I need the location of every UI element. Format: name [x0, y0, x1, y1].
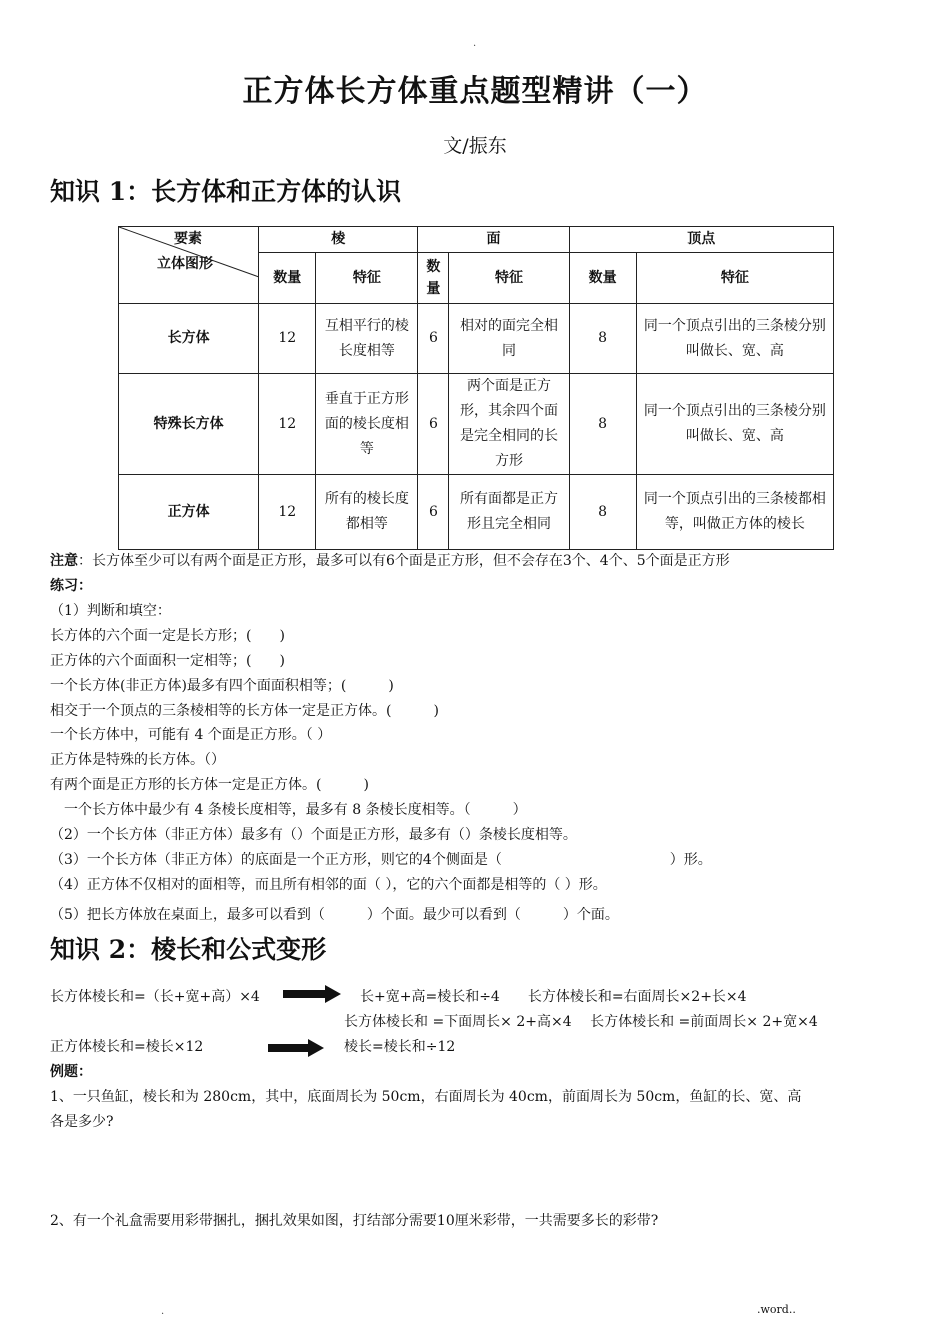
- bottom-left-dot: .: [161, 1306, 165, 1317]
- group-header-vertex: 顶点: [569, 227, 833, 253]
- practice-line: （5）把长方体放在桌面上，最多可以看到（ ）个面。最少可以看到（ ）个面。: [50, 907, 619, 923]
- corner-top-label: 要素: [174, 231, 202, 247]
- practice-line: 有两个面是正方形的长方体一定是正方体。( ): [50, 777, 369, 793]
- practice-line: （1）判断和填空：: [50, 603, 171, 619]
- table-cell: 12: [259, 475, 316, 550]
- table-cell: 同一个顶点引出的三条棱都相等，叫做正方体的棱长: [636, 475, 833, 550]
- knowledge-table: [118, 226, 834, 550]
- practice-line: （3）一个长方体（非正方体）的底面是一个正方形，则它的4个侧面是（ ）形。: [50, 852, 712, 868]
- table-row: [119, 475, 834, 550]
- practice-line: 一个长方体中，可能有 4 个面是正方形。（ ）: [50, 727, 332, 743]
- row-name: 特殊长方体: [119, 374, 259, 475]
- note-line: [50, 550, 730, 570]
- formula-left-1: 长方体棱长和=（长+宽+高）×4: [50, 989, 260, 1005]
- page-title: 正方体长方体重点题型精讲（一）: [242, 74, 708, 109]
- formula-left-2: 正方体棱长和=棱长×12: [50, 1039, 204, 1055]
- note-text: ：长方体至少可以有两个面是正方形，最多可以有6个面是正方形，但不会存在3个、4个、5个面是正方形: [78, 553, 730, 569]
- formula-right-1: 长+宽+高=棱长和÷4 长方体棱长和=右面周长×2+长×4: [360, 989, 747, 1005]
- subheader: 特征: [449, 253, 569, 304]
- subheader: 数量: [569, 253, 636, 304]
- table-cell: 所有的棱长度都相等: [316, 475, 418, 550]
- formula-right-2: 长方体棱长和 =下面周长× 2+高×4 长方体棱长和 =前面周长× 2+宽×4: [344, 1014, 818, 1030]
- group-header-face: 面: [418, 227, 569, 253]
- table-cell: 12: [259, 374, 316, 475]
- practice-label: 练习：: [50, 578, 92, 594]
- practice-line: （4）正方体不仅相对的面相等，而且所有相邻的面（ ），它的六个面都是相等的（ ）形。: [50, 877, 607, 893]
- practice-line: （2）一个长方体（非正方体）最多有（）个面是正方形，最多有（）条棱长度相等。: [50, 827, 577, 843]
- example-label: 例题：: [50, 1064, 92, 1080]
- table-cell: 6: [418, 374, 449, 475]
- table-cell: 6: [418, 304, 449, 374]
- practice-line: 一个长方体中最少有 4 条棱长度相等，最多有 8 条棱长度相等。（ ）: [50, 802, 527, 818]
- note-label: 注意: [50, 553, 78, 569]
- section1-heading: 知识 1：长方体和正方体的认识: [50, 177, 402, 206]
- subheader: 特征: [636, 253, 833, 304]
- row-name: 长方体: [119, 304, 259, 374]
- table-cell: 所有面都是正方形且完全相同: [449, 475, 569, 550]
- practice-line: 正方体的六个面面积一定相等；( ): [50, 653, 285, 669]
- top-dot: .: [473, 38, 477, 49]
- practice-line: 长方体的六个面一定是长方形；( ): [50, 628, 285, 644]
- table-cell: 两个面是正方形，其余四个面是完全相同的长方形: [449, 374, 569, 475]
- arrow-icon: [268, 1039, 324, 1057]
- row-name: 正方体: [119, 475, 259, 550]
- table-cell: 8: [569, 475, 636, 550]
- table-cell: 垂直于正方形面的棱长度相等: [316, 374, 418, 475]
- subheader: 特征: [316, 253, 418, 304]
- author-line: 文/振东: [443, 135, 507, 157]
- table-cell: 同一个顶点引出的三条棱分别叫做长、宽、高: [636, 374, 833, 475]
- practice-line: 一个长方体(非正方体)最多有四个面面积相等；( ): [50, 678, 394, 694]
- table-cell: 6: [418, 475, 449, 550]
- subheader: 数量: [418, 253, 449, 304]
- table-row: [119, 374, 834, 475]
- table-corner-cell: [119, 227, 259, 304]
- table-cell: 8: [569, 304, 636, 374]
- table-cell: 互相平行的棱长度相等: [316, 304, 418, 374]
- table-cell: 相对的面完全相同: [449, 304, 569, 374]
- footer-text: .word..: [757, 1303, 796, 1316]
- formula-right-3: 棱长=棱长和÷12: [344, 1039, 456, 1055]
- section2-heading: 知识 2：棱长和公式变形: [50, 935, 327, 964]
- example-1-line-2: 各是多少?: [50, 1114, 114, 1130]
- practice-line: 正方体是特殊的长方体。（）: [50, 752, 225, 768]
- table-cell: 同一个顶点引出的三条棱分别叫做长、宽、高: [636, 304, 833, 374]
- table-cell: 12: [259, 304, 316, 374]
- group-header-edge: 棱: [259, 227, 418, 253]
- table-cell: 8: [569, 374, 636, 475]
- table-row: [119, 304, 834, 374]
- example-2: 2、有一个礼盒需要用彩带捆扎，捆扎效果如图，打结部分需要10厘米彩带，一共需要多长的彩带?: [50, 1213, 659, 1229]
- practice-line: 相交于一个顶点的三条棱相等的长方体一定是正方体。( ): [50, 703, 439, 719]
- subheader: 数量: [259, 253, 316, 304]
- arrow-icon: [283, 985, 341, 1003]
- example-1-line-1: 1、一只鱼缸，棱长和为 280cm，其中，底面周长为 50cm，右面周长为 40cm，前面周长为 50cm，鱼缸的长、宽、高: [50, 1089, 802, 1105]
- corner-bottom-label: 立体图形: [157, 256, 213, 272]
